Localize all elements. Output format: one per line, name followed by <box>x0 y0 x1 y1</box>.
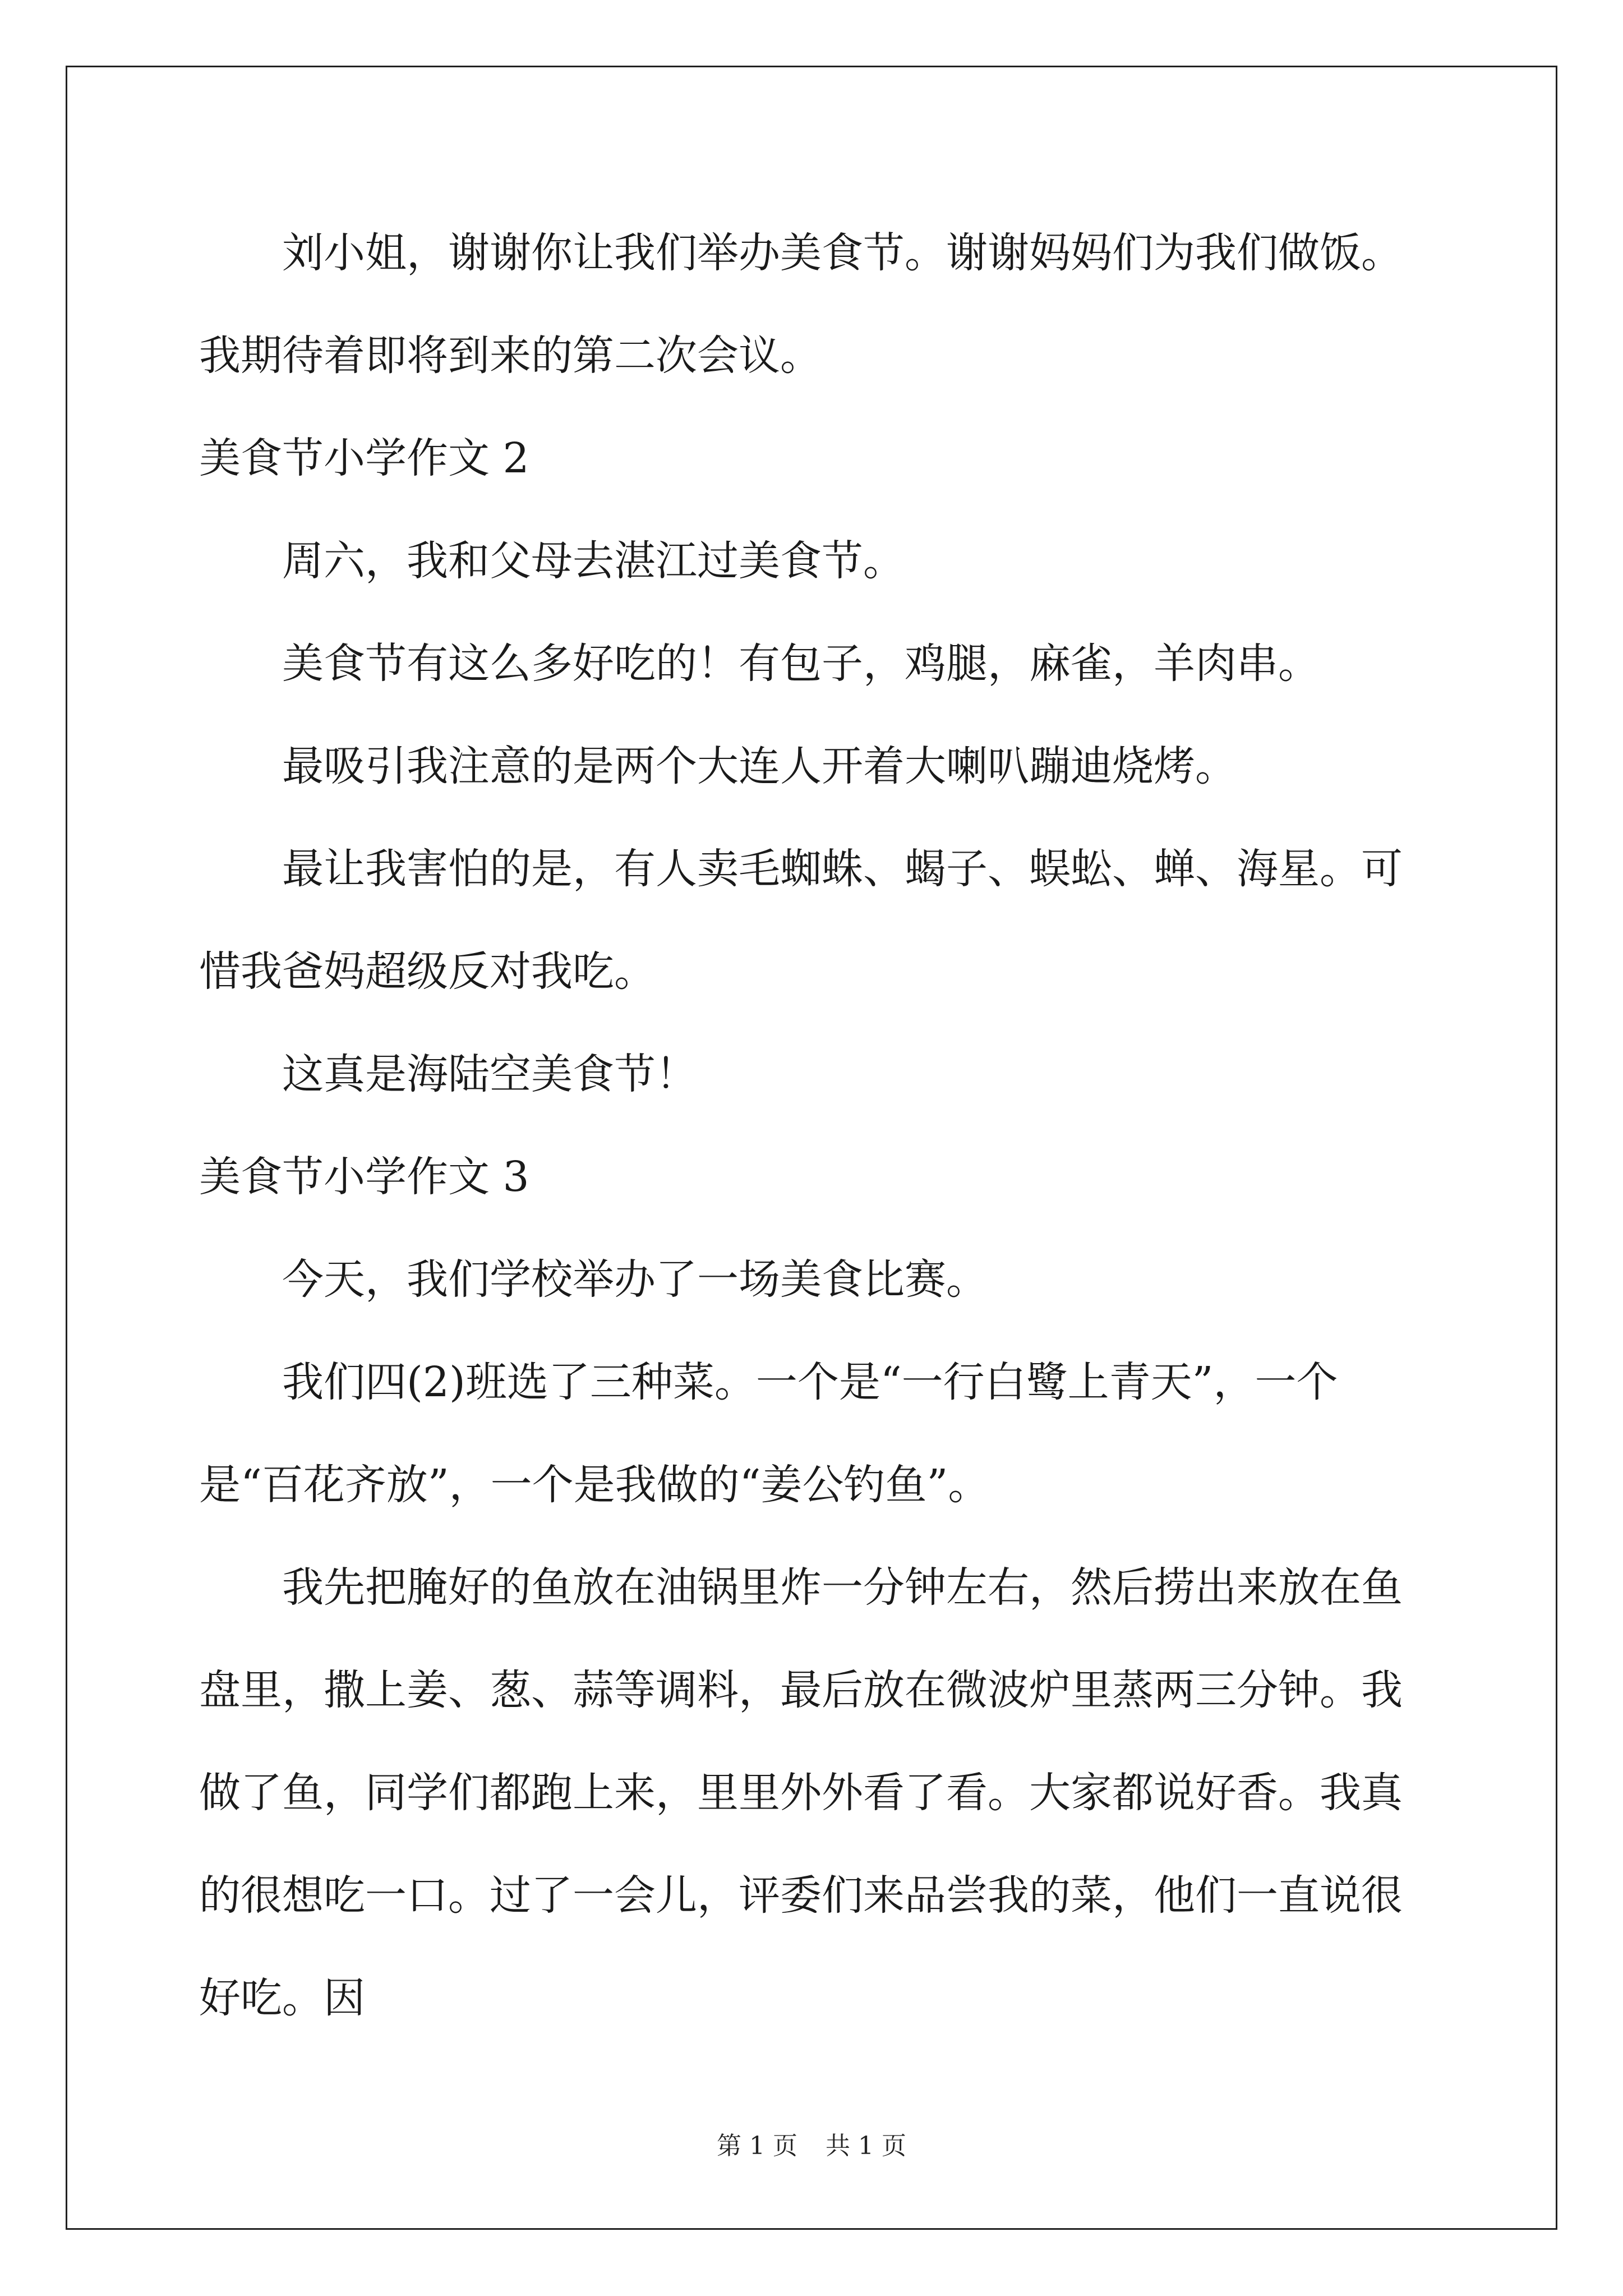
paragraph-exclaim: 这真是海陆空美食节！ <box>282 1050 697 1098</box>
paragraph-contest: 今天，我们学校举办了一场美食比赛。 <box>282 1255 988 1304</box>
paragraph-attraction: 最吸引我注意的是两个大连人开着大喇叭蹦迪烧烤。 <box>282 742 1237 790</box>
paragraph-saturday: 周六，我和父母去湛江过美食节。 <box>282 537 905 585</box>
paragraph-food-list: 美食节有这么多好吃的！有包子，鸡腿，麻雀，羊肉串。 <box>282 639 1320 688</box>
section-heading-2: 美食节小学作文 2 <box>199 434 529 482</box>
paragraph-dishes: 我们四(2)班选了三种菜。一个是“一行白鹭上青天”，一个是“百花齐放”，一个是我做的“姜公钓鱼”。 <box>199 1358 1338 1509</box>
paragraph-cooking: 我先把腌好的鱼放在油锅里炸一分钟左右，然后捞出来放在鱼盘里，撒上姜、葱、蒜等调料，最后放在微波炉里蒸两三分钟。我做了鱼，同学们都跑上来，里里外外看了看。大家都说好香。我真的很想吃一口。过了一会儿，评委们来品尝我的菜，他们一直说很好吃。因 <box>199 1563 1403 2022</box>
paragraph-thanks: 刘小姐，谢谢你让我们举办美食节。谢谢妈妈们为我们做饭。我期待着即将到来的第二次会议。 <box>199 229 1403 380</box>
paragraph-fear: 最让我害怕的是，有人卖毛蜘蛛、蝎子、蜈蚣、蝉、海星。可惜我爸妈超级反对我吃。 <box>199 845 1403 996</box>
section-heading-3: 美食节小学作文 3 <box>199 1153 529 1201</box>
page-footer <box>0 2129 1623 2163</box>
page-total: 共 1 页 <box>826 2132 906 2160</box>
page-number: 第 1 页 <box>717 2132 797 2160</box>
document-body <box>199 202 1433 2050</box>
